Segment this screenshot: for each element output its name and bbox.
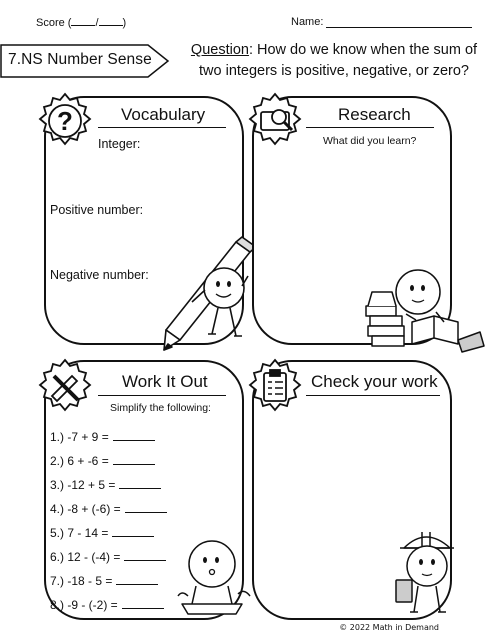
answer-blank-4[interactable] [125,502,167,513]
question-mark-gear-icon [34,90,96,152]
problem-4: 4.) -8 + (-6) = [50,502,167,516]
clipboard-checklist-gear-icon [244,356,306,418]
research-title-rule [306,127,434,128]
problem-3: 3.) -12 + 5 = [50,478,161,492]
score-label: Score ( / ) [36,17,127,29]
banner-title: 7.NS Number Sense [8,51,152,68]
problem-7: 7.) -18 - 5 = [50,574,158,588]
research-title: Research [338,105,411,124]
work-instruction: Simplify the following: [110,402,211,414]
problem-5: 5.) 7 - 14 = [50,526,154,540]
pencil-ruler-gear-icon [34,356,96,418]
essential-question [178,40,490,82]
name-label: Name: [291,16,324,28]
answer-blank-6[interactable] [124,550,166,561]
magnifier-book-gear-icon [244,90,306,152]
question-text: : How do we know when the sum of two integers is positive, negative, or zero? [199,42,478,79]
answer-blank-2[interactable] [113,454,155,465]
score-blank[interactable] [71,16,95,26]
research-prompt: What did you learn? [323,135,417,147]
vocab-integer: Integer: [98,137,141,151]
work-it-out-title-rule [98,395,226,396]
copyright-footer: © 2022 Math in Demand [339,623,439,632]
problem-8: 8.) -9 - (-2) = [50,598,164,612]
problem-2: 2.) 6 + -6 = [50,454,155,468]
answer-blank-3[interactable] [119,478,161,489]
question-label: Question [190,42,249,58]
pencil-character-illustration [158,236,258,354]
builder-character-illustration [392,528,462,620]
vocabulary-title-rule [98,127,226,128]
svg-text:?: ? [57,106,73,136]
thinking-character-illustration [172,536,254,616]
answer-blank-5[interactable] [112,526,154,537]
problem-1: 1.) -7 + 9 = [50,430,155,444]
reading-character-illustration [362,262,490,356]
vocab-negative-number: Negative number: [50,268,149,282]
answer-blank-1[interactable] [113,430,155,441]
vocab-positive-number: Positive number: [50,203,144,217]
check-your-work-title-rule [306,395,440,396]
name-field[interactable] [326,27,472,28]
check-your-work-title: Check your work [311,372,438,391]
answer-blank-7[interactable] [116,574,158,585]
work-it-out-title: Work It Out [122,372,208,391]
score-total-blank[interactable] [99,16,123,26]
answer-blank-8[interactable] [122,598,164,609]
problem-6: 6.) 12 - (-4) = [50,550,166,564]
vocabulary-title: Vocabulary [121,105,206,124]
